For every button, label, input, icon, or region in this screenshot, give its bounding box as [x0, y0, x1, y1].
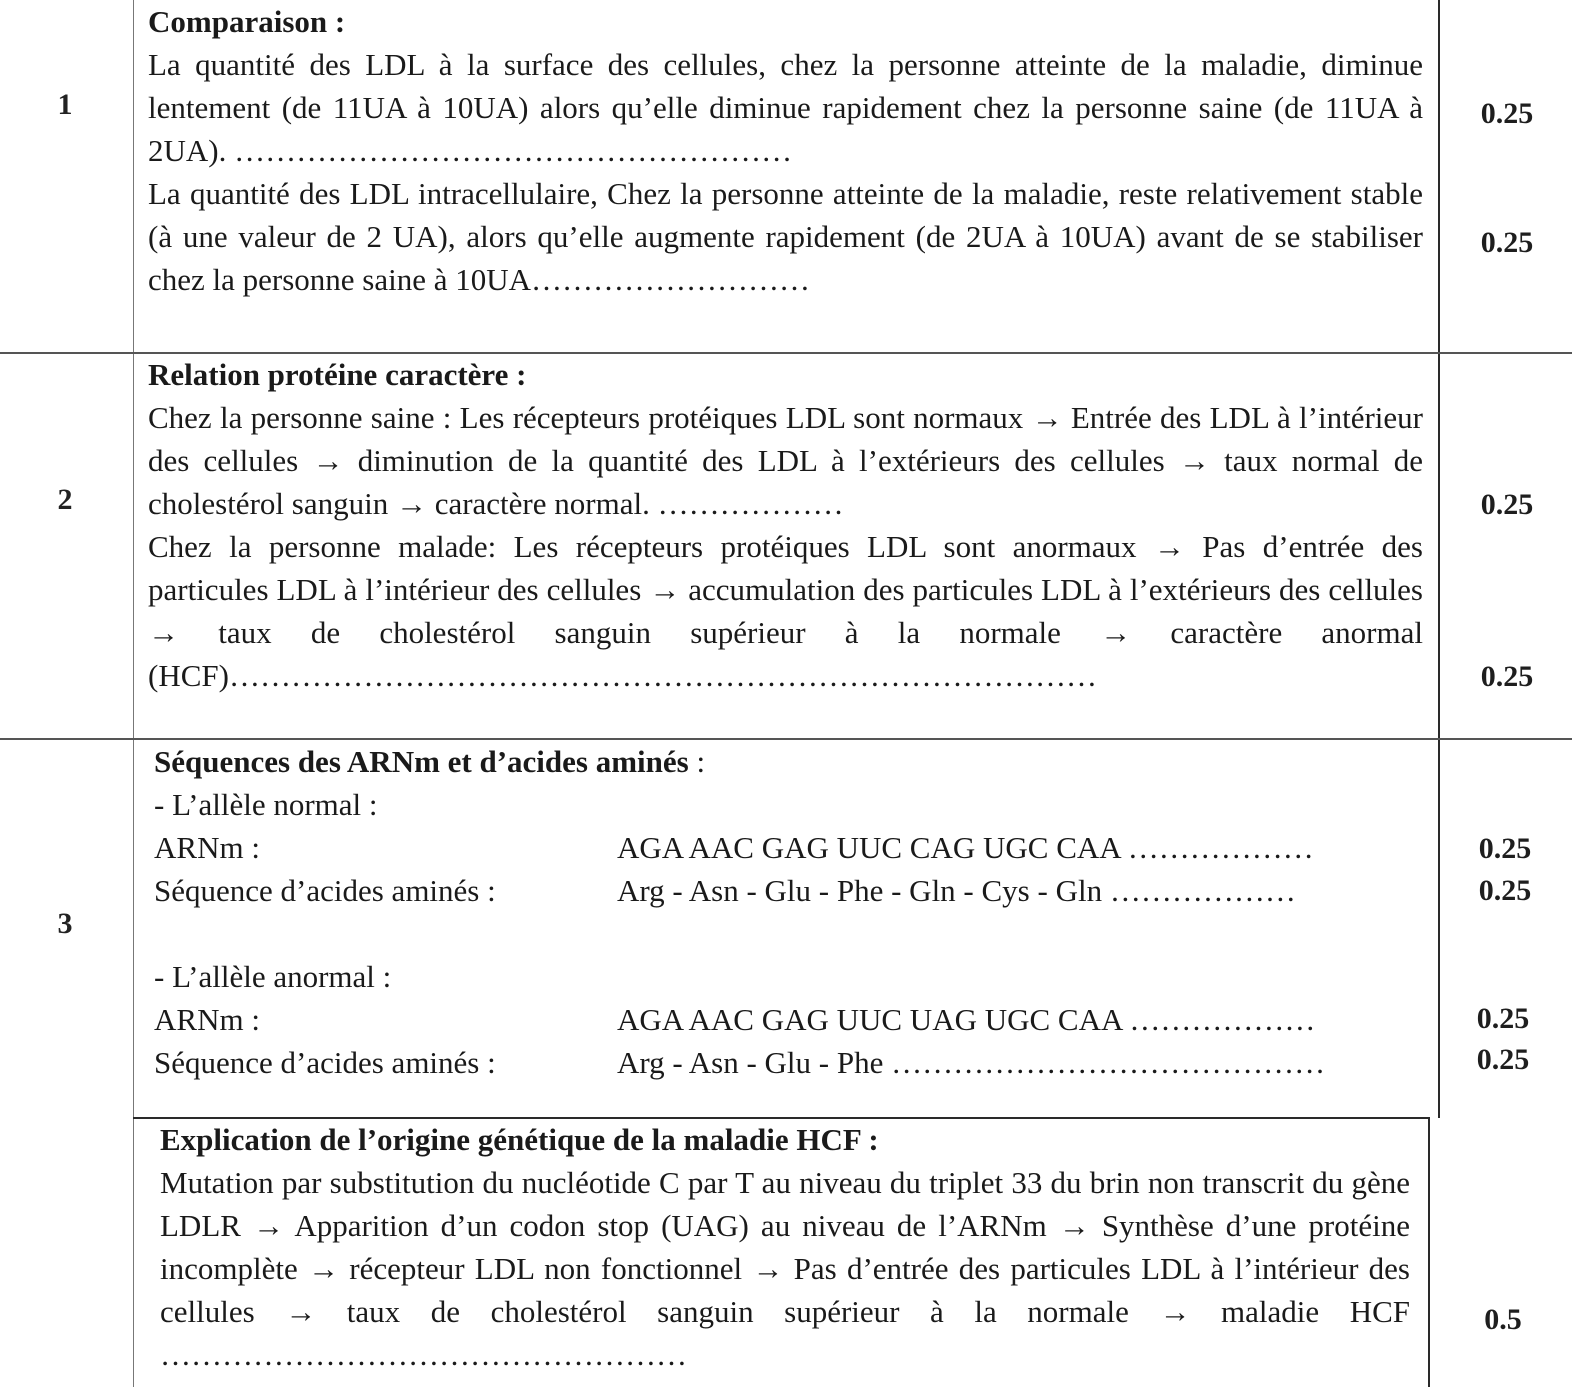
row-3-content — [154, 740, 1429, 1084]
allele-label: - L’allèle normal : — [154, 787, 378, 822]
points-value: 0.25 — [1476, 1002, 1530, 1035]
arnm-label: ARNm : — [154, 830, 260, 865]
section-heading: Comparaison : — [148, 4, 346, 39]
points-value: 0.25 — [1480, 660, 1534, 693]
row-1-content — [148, 0, 1423, 301]
column-divider-right-lower — [1428, 1118, 1430, 1387]
row-number: 2 — [57, 483, 73, 516]
arnm-value: AGA AAC GAG UUC UAG UGC CAA ……………… — [617, 1002, 1316, 1037]
arnm-line — [154, 826, 1429, 869]
paragraph: La quantité des LDL intracellulaire, Chez la personne atteinte de la maladie, reste relativement stable (à une valeur de 2 UA), alors qu’elle augmente rapidement (de 2UA à 10UA) avant de se stabiliser chez la personne saine à 10UA……………………… — [148, 176, 1423, 297]
paragraph: Chez la personne malade: Les récepteurs protéiques LDL sont anormaux → Pas d’entrée des particules LDL à l’intérieur des cellules → accumulation des particules LDL à l’extérieurs des cellules → taux de cholestérol sanguin supérieur à la normale → caractère anormal (HCF)………………………………………………………………………… — [148, 529, 1423, 693]
row-2-content — [148, 353, 1423, 697]
section-heading — [154, 740, 1429, 783]
points-value: 0.25 — [1478, 832, 1532, 865]
arnm-line — [154, 998, 1429, 1041]
column-divider-left — [133, 0, 134, 1387]
amino-acid-line — [154, 869, 1429, 912]
amino-acid-label: Séquence d’acides aminés : — [154, 1045, 496, 1080]
points-value: 0.25 — [1480, 97, 1534, 130]
column-divider-right — [1438, 0, 1440, 1118]
paragraph: Chez la personne saine : Les récepteurs protéiques LDL sont normaux → Entrée des LDL à l’intérieur des cellules → diminution de la quantité des LDL à l’extérieurs des cellules → taux normal de cholestérol sanguin → caractère normal. ……………… — [148, 400, 1423, 521]
row-4-content — [160, 1118, 1410, 1376]
points-value: 0.5 — [1484, 1303, 1522, 1336]
section-heading-text: Séquences des ARNm et d’acides aminés — [154, 744, 689, 779]
allele-label: - L’allèle anormal : — [154, 959, 392, 994]
section-heading: Explication de l’origine génétique de la maladie HCF : — [160, 1122, 879, 1157]
arnm-value: AGA AAC GAG UUC CAG UGC CAA ……………… — [617, 830, 1314, 865]
amino-acid-line — [154, 1041, 1429, 1084]
points-value: 0.25 — [1480, 488, 1534, 521]
points-value: 0.25 — [1480, 226, 1534, 259]
points-value: 0.25 — [1476, 1043, 1530, 1076]
paragraph: Mutation par substitution du nucléotide C par T au niveau du triplet 33 du brin non transcrit du gène LDLR → Apparition d’un codon stop (UAG) au niveau de l’ARNm → Synthèse d’une protéine incomplète → récepteur LDL non fonctionnel → Pas d’entrée des particules LDL à l’intérieur des cellules → taux de cholestérol sanguin supérieur à la normale → maladie HCF …………………………………………… — [160, 1165, 1410, 1372]
row-number: 3 — [57, 907, 73, 940]
paragraph: La quantité des LDL à la surface des cellules, chez la personne atteinte de la maladie, diminue lentement (de 11UA à 10UA) alors qu’elle diminue rapidement chez la personne saine (de 11UA à 2UA). ……………………………………………… — [148, 47, 1423, 168]
points-value: 0.25 — [1478, 874, 1532, 907]
section-heading-suffix: : — [688, 744, 706, 779]
row-number: 1 — [57, 88, 73, 121]
arnm-label: ARNm : — [154, 1002, 260, 1037]
amino-acid-label: Séquence d’acides aminés : — [154, 873, 496, 908]
amino-acid-value: Arg - Asn - Glu - Phe - Gln - Cys - Gln ……………… — [617, 873, 1296, 908]
section-heading: Relation protéine caractère : — [148, 357, 527, 392]
amino-acid-value: Arg - Asn - Glu - Phe …………………………………… — [617, 1045, 1326, 1080]
spacer — [154, 912, 1429, 955]
